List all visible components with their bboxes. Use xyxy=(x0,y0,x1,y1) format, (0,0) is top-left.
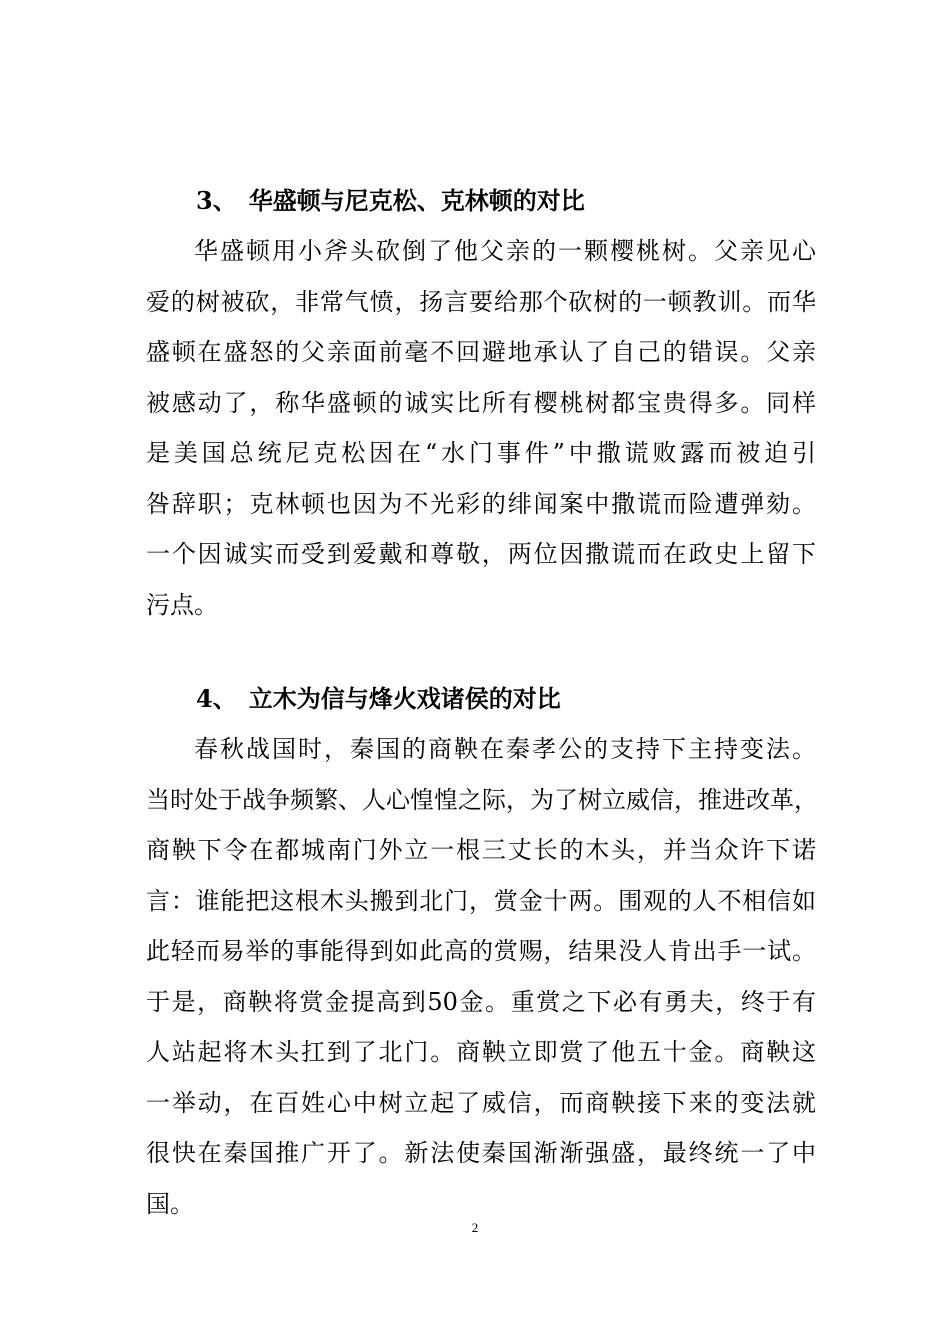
section-washington xyxy=(146,176,816,630)
body-line: 被感动了，称华盛顿的诚实比所有樱桃树都宝贵得多。同样 xyxy=(146,388,816,417)
page-number: 2 xyxy=(471,1220,479,1235)
body-line: 商鞅下令在都城南门外立一根三丈长的木头，并当众许下诺 xyxy=(146,836,816,864)
body-line: 春秋战国时，秦国的商鞅在秦孝公的支持下主持变法。 xyxy=(194,735,816,763)
body-line: 言：谁能把这根木头搬到北门，赏金十两。围观的人不相信如 xyxy=(146,886,816,915)
section-heading xyxy=(146,674,816,724)
section-title: 立木为信与烽火戏诸侯的对比 xyxy=(248,684,561,713)
body-line: 此轻而易举的事能得到如此高的赏赐，结果没人肯出手一试。 xyxy=(146,937,816,965)
body-line: 污点。 xyxy=(146,590,218,619)
section-body xyxy=(146,724,816,1229)
body-line: 爱的树被砍，非常气愤，扬言要给那个砍树的一顿教训。而华 xyxy=(146,287,816,316)
body-line: 国。 xyxy=(146,1189,194,1218)
body-line: 于是，商鞅将赏金提高到50金。重赏之下必有勇夫，终于有 xyxy=(146,987,816,1016)
section-shang-yang xyxy=(146,674,816,1229)
section-heading xyxy=(146,176,816,226)
body-line: 一个因诚实而受到爱戴和尊敬，两位因撒谎而在政史上留下 xyxy=(146,540,816,568)
section-body xyxy=(146,226,816,630)
body-line: 当时处于战争频繁、人心惶惶之际，为了树立威信，推进改革， xyxy=(146,785,818,814)
body-line: 一举动，在百姓心中树立起了威信，而商鞅接下来的变法就 xyxy=(146,1088,816,1117)
body-line: 是美国总统尼克松因在“水门事件”中撒谎败露而被迫引 xyxy=(146,439,816,467)
section-title: 华盛顿与尼克松、克林顿的对比 xyxy=(248,186,585,215)
body-line: 很快在秦国推广开了。新法使秦国渐渐强盛，最终统一了中 xyxy=(146,1139,816,1167)
section-number: 4、 xyxy=(196,684,237,713)
body-line: 人站起将木头扛到了北门。商鞅立即赏了他五十金。商鞅这 xyxy=(146,1038,816,1066)
body-line: 华盛顿用小斧头砍倒了他父亲的一颗樱桃树。父亲见心 xyxy=(194,237,816,265)
section-number: 3、 xyxy=(196,186,237,215)
body-line: 咎辞职；克林顿也因为不光彩的绯闻案中撒谎而险遭弹劾。 xyxy=(146,489,816,518)
body-line: 盛顿在盛怒的父亲面前毫不回避地承认了自己的错误。父亲 xyxy=(146,338,816,366)
